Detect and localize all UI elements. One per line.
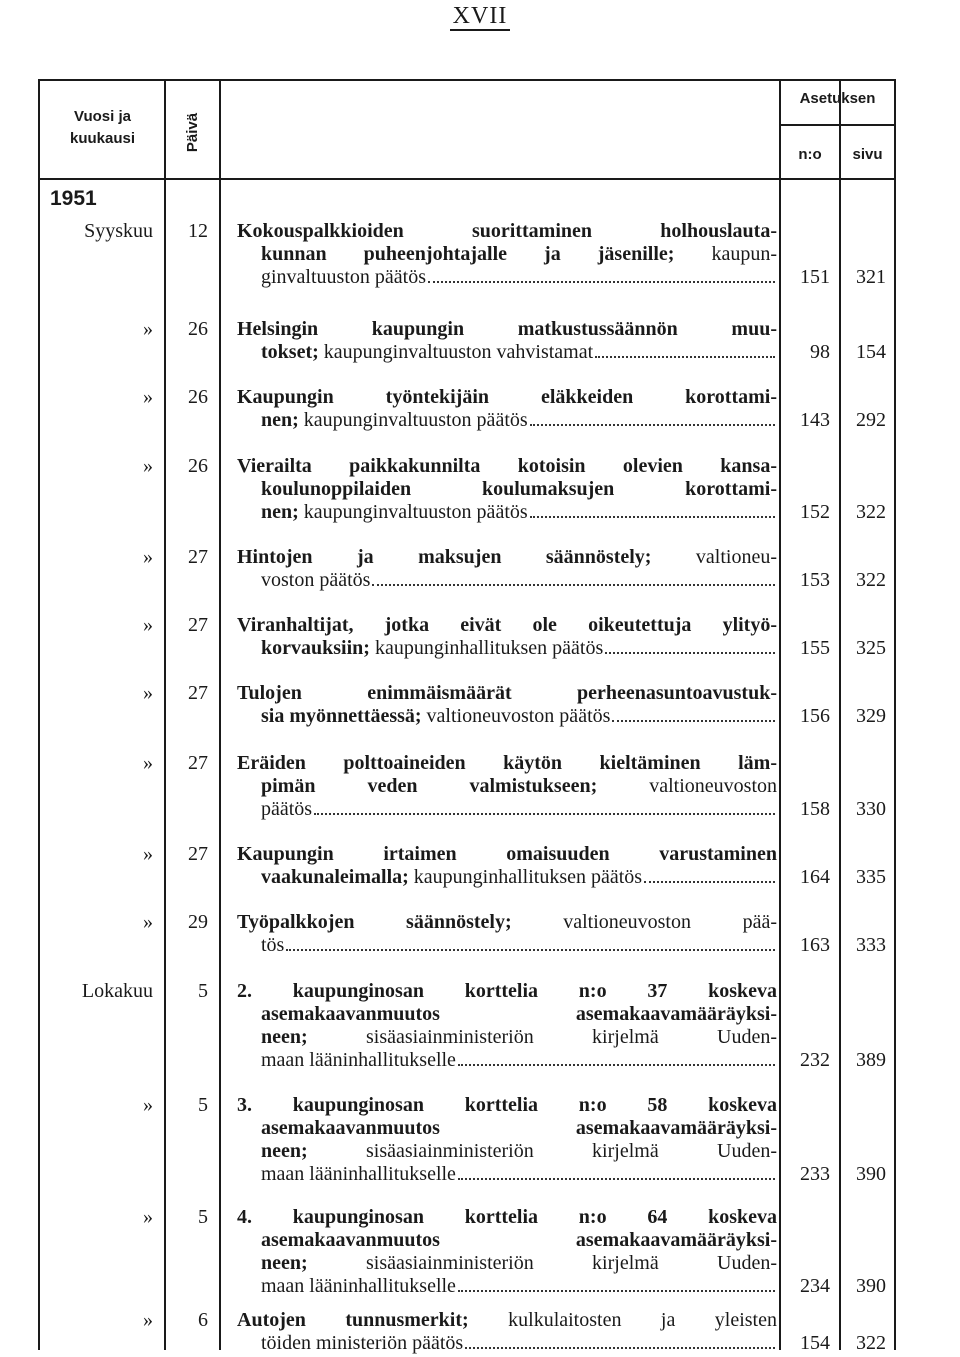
- entry-title-bold: neen;: [261, 1140, 308, 1162]
- entry-title-normal: päätös: [261, 798, 313, 820]
- entry-title-line: [237, 1229, 777, 1252]
- decree-page: 389: [856, 1049, 886, 1071]
- entry-title-line: [237, 775, 777, 798]
- entry-title-bold: Helsingin kaupungin matkustussäännön muu-: [237, 318, 777, 340]
- entry-title-bold: neen;: [261, 1252, 308, 1274]
- dot-leader: [605, 652, 775, 654]
- entry-title-bold: vaakunaleimalla;: [261, 866, 409, 888]
- entry-month: »: [143, 386, 153, 408]
- entry-day: 5: [198, 1206, 208, 1228]
- decree-number: 153: [800, 569, 830, 591]
- header-page: sivu: [852, 146, 883, 163]
- entry-month: »: [143, 752, 153, 774]
- entry-title-bold: 2. kaupunginosan korttelia n:o 37 koskeva: [237, 980, 777, 1002]
- entry-title-text: [261, 1049, 456, 1072]
- entry-title-line: [237, 386, 777, 409]
- decree-page: 292: [856, 409, 886, 431]
- entry-day: 26: [188, 455, 208, 477]
- dot-leader: [458, 1064, 775, 1066]
- entry-title-line: [237, 934, 777, 957]
- entry-month: »: [143, 843, 153, 865]
- decree-number: 152: [800, 501, 830, 523]
- entry-month: »: [143, 1094, 153, 1116]
- entry-title-line: [237, 705, 777, 728]
- decree-number: 164: [800, 866, 830, 888]
- decree-page: 333: [856, 934, 886, 956]
- decree-page: 329: [856, 705, 886, 727]
- entry-day: 6: [198, 1309, 208, 1331]
- dot-leader: [286, 949, 775, 951]
- entry-title-text: [261, 501, 528, 524]
- entry-title-bold: 3. kaupunginosan korttelia n:o 58 koskeva: [237, 1094, 777, 1116]
- decree-number: 232: [800, 1049, 830, 1071]
- entry-title-normal: kaupunginhallituksen päätös: [369, 637, 604, 659]
- dot-leader: [530, 516, 775, 518]
- decree-number: 154: [800, 1332, 830, 1354]
- decree-page: 390: [856, 1275, 886, 1297]
- decree-page: 330: [856, 798, 886, 820]
- entry-day: 27: [188, 843, 208, 865]
- header-number: n:o: [798, 146, 822, 163]
- entry-title-line: [237, 843, 777, 866]
- entry-title-line: [237, 501, 777, 524]
- decree-number: 158: [800, 798, 830, 820]
- decree-page: 322: [856, 501, 886, 523]
- entry-title-normal: kaupunginvaltuuston päätös: [298, 409, 528, 431]
- entry-title-bold: Kaupungin työntekijäin eläkkeiden korottami-: [237, 386, 777, 408]
- decree-number: 234: [800, 1275, 830, 1297]
- entry-title-bold: asemakaavanmuutos asemakaavamääräyksi-: [261, 1117, 777, 1139]
- entry-month: Syyskuu: [84, 220, 153, 242]
- decree-page: 335: [856, 866, 886, 888]
- entry-title-normal: voston päätös: [261, 569, 371, 591]
- dot-leader: [372, 584, 775, 586]
- entry-title-bold: korvauksiin;: [261, 637, 370, 659]
- column-divider-page: [839, 80, 841, 1350]
- entry-month: »: [143, 911, 153, 933]
- entry-title-normal: valtioneu-: [651, 546, 777, 568]
- entry-title-normal: kaupun-: [674, 243, 777, 265]
- entry-title-line: [237, 1117, 777, 1140]
- entry-month: »: [143, 455, 153, 477]
- entry-title-line: [237, 243, 777, 266]
- entry-title-text: [261, 637, 603, 660]
- dot-leader: [595, 356, 775, 358]
- entry-month: »: [143, 318, 153, 340]
- entry-title: [237, 752, 777, 821]
- entry-title-bold: Työpalkkojen säännöstely;: [237, 911, 512, 933]
- dot-leader: [612, 720, 775, 722]
- entry-title-line: [237, 409, 777, 432]
- table-border-right: [894, 80, 896, 1350]
- dot-leader: [530, 424, 775, 426]
- entry-month: »: [143, 614, 153, 636]
- entry-title-bold: tokset;: [261, 341, 319, 363]
- entry-day: 12: [188, 220, 208, 242]
- entry-title-bold: Hintojen ja maksujen säännöstely;: [237, 546, 652, 568]
- entry-title: [237, 682, 777, 728]
- decree-group-rule: [779, 124, 896, 126]
- entry-day: 29: [188, 911, 208, 933]
- entry-title-bold: neen;: [261, 1026, 308, 1048]
- entry-month: »: [143, 1206, 153, 1228]
- entry-title-line: [237, 266, 777, 289]
- entry-title-line: [237, 341, 777, 364]
- entry-title-bold: Eräiden polttoaineiden käytön kieltäminen läm-: [237, 752, 777, 774]
- entry-title-bold: Autojen tunnusmerkit;: [237, 1309, 469, 1331]
- entry-title-line: [237, 980, 777, 1003]
- entry-day: 26: [188, 318, 208, 340]
- entry-title-normal: maan lääninhallitukselle: [261, 1275, 456, 1297]
- entry-title-bold: Kokouspalkkioiden suorittaminen holhouslauta-: [237, 220, 777, 242]
- entry-title-line: [237, 637, 777, 660]
- entry-title-normal: sisäasiainministeriön kirjelmä Uuden-: [307, 1026, 777, 1048]
- entry-title-text: [261, 798, 312, 821]
- column-divider-day: [164, 80, 166, 1350]
- entry-day: 27: [188, 614, 208, 636]
- entry-month: »: [143, 1309, 153, 1331]
- header-bottom-rule: [38, 178, 896, 180]
- decree-page: 325: [856, 637, 886, 659]
- entry-title: [237, 386, 777, 432]
- entry-title: [237, 455, 777, 524]
- entry-title: [237, 1206, 777, 1298]
- decree-page: 321: [856, 266, 886, 288]
- entry-title-text: [261, 866, 642, 889]
- entry-day: 5: [198, 1094, 208, 1116]
- entry-title-line: [237, 1140, 777, 1163]
- entry-title-line: [237, 1003, 777, 1026]
- entry-title-line: [237, 569, 777, 592]
- entry-title-text: [261, 705, 610, 728]
- entry-title-normal: kulkulaitosten ja yleisten: [468, 1309, 777, 1331]
- page-number: XVII: [0, 2, 960, 30]
- entry-title: [237, 1094, 777, 1186]
- entry-title-line: [237, 866, 777, 889]
- entry-title-line: [237, 614, 777, 637]
- entry-title-text: [261, 934, 284, 957]
- decree-page: 322: [856, 569, 886, 591]
- entry-title-normal: kaupunginhallituksen päätös: [408, 866, 643, 888]
- entry-day: 5: [198, 980, 208, 1002]
- entry-title-text: [261, 266, 426, 289]
- entry-title-bold: Kaupungin irtaimen omaisuuden varustaminen: [237, 843, 777, 865]
- entry-title-normal: sisäasiainministeriön kirjelmä Uuden-: [307, 1252, 777, 1274]
- entry-title-text: [261, 409, 528, 432]
- entry-title-line: [237, 220, 777, 243]
- column-divider-text: [219, 80, 221, 1350]
- dot-leader: [644, 881, 775, 883]
- entry-title-line: [237, 478, 777, 501]
- entry-title-normal: maan lääninhallitukselle: [261, 1163, 456, 1185]
- entry-title-bold: kunnan puheenjohtajalle ja jäsenille;: [261, 243, 675, 265]
- entry-title-line: [237, 318, 777, 341]
- entry-title-bold: asemakaavanmuutos asemakaavamääräyksi-: [261, 1003, 777, 1025]
- entry-title-line: [237, 1332, 777, 1355]
- entry-title: [237, 843, 777, 889]
- decree-number: 156: [800, 705, 830, 727]
- entry-title: [237, 1309, 777, 1355]
- entry-title-normal: töiden ministeriön päätös: [261, 1332, 464, 1354]
- entry-title-normal: valtioneuvoston päätös: [421, 705, 611, 727]
- entry-title-line: [237, 1206, 777, 1229]
- table-top-rule: [38, 79, 896, 81]
- dot-leader: [458, 1178, 775, 1180]
- entry-title-bold: nen;: [261, 409, 299, 431]
- entry-title-line: [237, 1026, 777, 1049]
- entry-title-text: [261, 341, 593, 364]
- entry-title-line: [237, 911, 777, 934]
- decree-number: 155: [800, 637, 830, 659]
- entry-title-bold: asemakaavanmuutos asemakaavamääräyksi-: [261, 1229, 777, 1251]
- header-decree: Asetuksen: [799, 90, 876, 107]
- decree-page: 154: [856, 341, 886, 363]
- decree-number: 163: [800, 934, 830, 956]
- decree-page: 390: [856, 1163, 886, 1185]
- entry-title-normal: tös: [261, 934, 285, 956]
- decree-page: 322: [856, 1332, 886, 1354]
- entry-month: »: [143, 682, 153, 704]
- entry-title-line: [237, 1049, 777, 1072]
- entry-title-bold: Viranhaltijat, jotka eivät ole oikeutettuja ylityö-: [237, 614, 777, 636]
- entry-title-bold: Vierailta paikkakunnilta kotoisin olevien kansa-: [237, 455, 777, 477]
- entry-title-line: [237, 1252, 777, 1275]
- dot-leader: [465, 1347, 775, 1349]
- entry-title-bold: pimän veden valmistukseen;: [261, 775, 598, 797]
- entry-title-line: [237, 682, 777, 705]
- entry-title-line: [237, 1094, 777, 1117]
- entry-title-line: [237, 798, 777, 821]
- entry-title-text: [261, 1332, 463, 1355]
- entry-title-line: [237, 1309, 777, 1332]
- entry-title-line: [237, 1163, 777, 1186]
- entry-title-bold: nen;: [261, 501, 299, 523]
- entry-day: 27: [188, 546, 208, 568]
- entry-day: 27: [188, 752, 208, 774]
- decree-number: 98: [810, 341, 830, 363]
- decree-number: 151: [800, 266, 830, 288]
- entry-title-text: [261, 1275, 456, 1298]
- table-border-left: [38, 80, 40, 1350]
- entry-title-line: [237, 752, 777, 775]
- entry-title: [237, 318, 777, 364]
- entry-title-normal: maan lääninhallitukselle: [261, 1049, 456, 1071]
- entry-title-line: [237, 546, 777, 569]
- year-label: 1951: [50, 187, 97, 210]
- entry-title: [237, 546, 777, 592]
- entry-title: [237, 911, 777, 957]
- column-divider-number: [779, 80, 781, 1350]
- header-day: Päivä: [183, 112, 201, 152]
- entry-month: Lokakuu: [81, 980, 153, 1002]
- entry-title-normal: sisäasiainministeriön kirjelmä Uuden-: [307, 1140, 777, 1162]
- entry-title-normal: valtioneuvoston: [597, 775, 778, 797]
- decree-number: 143: [800, 409, 830, 431]
- entry-title-bold: 4. kaupunginosan korttelia n:o 64 koskeva: [237, 1206, 777, 1228]
- entry-title-normal: valtioneuvoston pää-: [511, 911, 777, 933]
- dot-leader: [428, 281, 775, 283]
- entry-title-bold: Tulojen enimmäismäärät perheenasuntoavustuk-: [237, 682, 777, 704]
- entry-month: »: [143, 546, 153, 568]
- entry-title-normal: ginvaltuuston päätös: [261, 266, 426, 288]
- entry-title-normal: kaupunginvaltuuston vahvistamat: [318, 341, 594, 363]
- entry-title: [237, 614, 777, 660]
- entry-day: 26: [188, 386, 208, 408]
- entry-day: 27: [188, 682, 208, 704]
- dot-leader: [458, 1290, 775, 1292]
- entry-title-line: [237, 1275, 777, 1298]
- entry-title-normal: kaupunginvaltuuston päätös: [298, 501, 528, 523]
- entry-title-bold: sia myönnettäessä;: [261, 705, 422, 727]
- decree-number: 233: [800, 1163, 830, 1185]
- dot-leader: [314, 813, 775, 815]
- entry-title: [237, 980, 777, 1072]
- entry-title-line: [237, 455, 777, 478]
- entry-title-text: [261, 569, 370, 592]
- entry-title: [237, 220, 777, 289]
- header-year-month: Vuosi ja kuukausi: [69, 108, 136, 147]
- entry-title-bold: koulunoppilaiden koulumaksujen korottami-: [261, 478, 777, 500]
- entry-title-text: [261, 1163, 456, 1186]
